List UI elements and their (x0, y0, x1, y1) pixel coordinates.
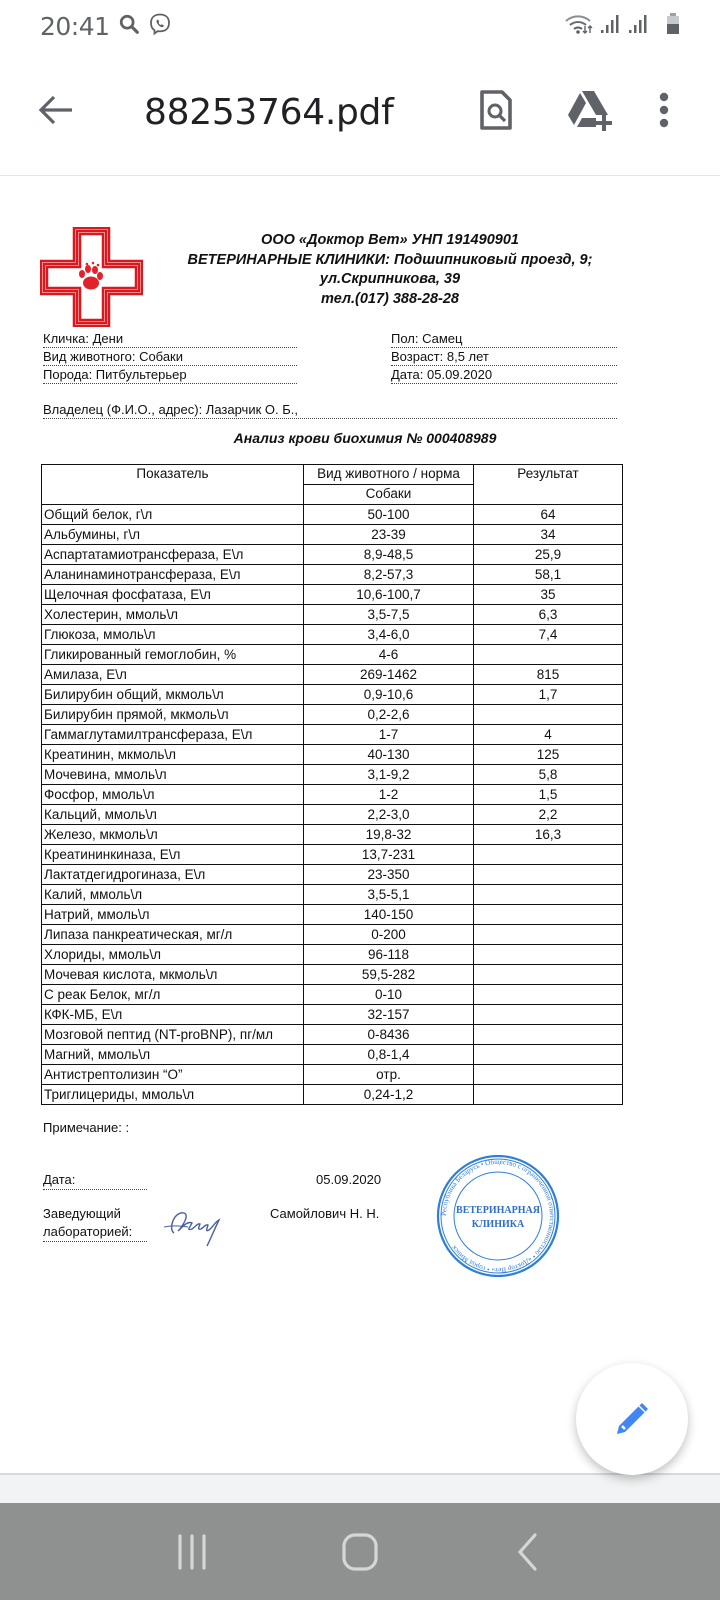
back-icon (515, 1532, 539, 1572)
indicator-cell: Мочевая кислота, мкмоль\л (42, 965, 304, 985)
recent-apps-icon (176, 1534, 210, 1570)
table-row (42, 865, 623, 885)
indicator-cell: Билирубин общий, мкмоль\л (42, 685, 304, 705)
result-cell (474, 845, 623, 865)
result-cell (474, 885, 623, 905)
norm-cell: 32-157 (304, 1005, 474, 1025)
indicator-cell: С реак Белок, мг/л (42, 985, 304, 1005)
stamp-text-2: КЛИНИКА (471, 1219, 525, 1230)
nav-back-button[interactable] (497, 1522, 557, 1582)
home-button[interactable] (330, 1522, 390, 1582)
lab-head-label-line2: лабораторией: (43, 1224, 133, 1239)
clinic-address-1: ВЕТЕРИНАРНЫЕ КЛИНИКИ: Подшипниковый проезд, 9; (187, 251, 593, 268)
stamp-text-1: ВЕТЕРИНАРНАЯ (456, 1205, 540, 1216)
clinic-phone: тел.(017) 388-28-28 (321, 290, 459, 307)
indicator-cell: Антистрептолизин “О” (42, 1065, 304, 1085)
result-cell (474, 905, 623, 925)
footer-date-label: Дата: (43, 1171, 147, 1190)
indicator-cell: Общий белок, г\л (42, 505, 304, 525)
clinic-name: ООО «Доктор Вет» УНП 191490901 (261, 232, 519, 248)
indicator-cell: Гаммаглутамилтрансфераза, Е\л (42, 725, 304, 745)
result-cell (474, 1065, 623, 1085)
norm-cell: 0-8436 (304, 1025, 474, 1045)
file-title: 88253764.pdf (144, 92, 394, 133)
svg-text:Республика Беларусь • Общество: Республика Беларусь • Общество с ограниченной ответственностью • «Доктор Вет» • город Минск (439, 1157, 557, 1275)
clinic-logo (40, 227, 143, 327)
indicator-cell: Кальций, ммоль\л (42, 805, 304, 825)
home-icon (340, 1532, 380, 1572)
indicator-cell: Аспартатамиотрансфераза, Е\л (42, 545, 304, 565)
battery-icon (666, 13, 680, 40)
header-norm: Вид животного / норма (304, 465, 474, 485)
result-cell: 1,5 (474, 785, 623, 805)
result-cell (474, 1005, 623, 1025)
table-row (42, 625, 623, 645)
table-row (42, 1085, 623, 1105)
find-in-document-icon (478, 88, 514, 132)
table-row (42, 1065, 623, 1085)
back-button[interactable] (36, 90, 76, 130)
indicator-cell: Амилаза, Е\л (42, 665, 304, 685)
result-cell (474, 645, 623, 665)
result-cell (474, 865, 623, 885)
clinic-stamp (435, 1155, 561, 1277)
header-norm-species: Собаки (304, 485, 474, 505)
result-cell: 7,4 (474, 625, 623, 645)
norm-cell: 3,4-6,0 (304, 625, 474, 645)
find-in-document-button[interactable] (472, 86, 520, 134)
indicator-cell: Аланинаминотрансфераза, Е\л (42, 565, 304, 585)
indicator-cell: Креатинин, мкмоль\л (42, 745, 304, 765)
result-cell: 125 (474, 745, 623, 765)
result-cell: 6,3 (474, 605, 623, 625)
norm-cell: 23-350 (304, 865, 474, 885)
status-bar (0, 0, 720, 52)
wifi-icon (564, 13, 594, 40)
indicator-cell: Гликированный гемоглобин, % (42, 645, 304, 665)
norm-cell: 0-10 (304, 985, 474, 1005)
table-row (42, 725, 623, 745)
analysis-date: Дата: 05.09.2020 (391, 366, 617, 384)
result-cell (474, 945, 623, 965)
table-row (42, 605, 623, 625)
table-row (42, 805, 623, 825)
table-row (42, 945, 623, 965)
norm-cell: 3,5-7,5 (304, 605, 474, 625)
result-cell: 64 (474, 505, 623, 525)
norm-cell: 13,7-231 (304, 845, 474, 865)
add-to-drive-icon (568, 89, 616, 131)
status-time: 20:41 (40, 11, 110, 41)
results-table (41, 464, 623, 1105)
app-bar (0, 52, 720, 176)
viber-icon (148, 12, 172, 41)
result-cell (474, 1045, 623, 1065)
signal-icon (600, 14, 622, 39)
table-row (42, 985, 623, 1005)
indicator-cell: Лактатдегидрогиназа, Е\л (42, 865, 304, 885)
table-row (42, 1025, 623, 1045)
table-row (42, 525, 623, 545)
patient-name: Кличка: Дени (43, 330, 297, 348)
table-row (42, 1005, 623, 1025)
result-cell (474, 1085, 623, 1105)
red-cross-paw-icon (40, 227, 143, 327)
result-cell: 2,2 (474, 805, 623, 825)
table-row (42, 505, 623, 525)
norm-cell: 50-100 (304, 505, 474, 525)
header-result: Результат (474, 465, 623, 505)
pdf-page (0, 177, 720, 1473)
indicator-cell: Креатининкиназа, Е\л (42, 845, 304, 865)
table-row (42, 965, 623, 985)
system-nav-bar (0, 1503, 720, 1600)
norm-cell: 96-118 (304, 945, 474, 965)
signal-icon (628, 14, 650, 39)
table-row (42, 545, 623, 565)
result-cell (474, 965, 623, 985)
result-cell: 5,8 (474, 765, 623, 785)
indicator-cell: Альбумины, г\л (42, 525, 304, 545)
indicator-cell: Калий, ммоль\л (42, 885, 304, 905)
norm-cell: 269-1462 (304, 665, 474, 685)
clinic-address-2: ул.Скрипникова, 39 (319, 271, 461, 287)
letterhead (150, 231, 630, 309)
patient-breed: Порода: Питбультерьер (43, 366, 297, 384)
table-row (42, 645, 623, 665)
lab-head-name: Самойлович Н. Н. (270, 1206, 380, 1221)
indicator-cell: Щелочная фосфатаза, Е\л (42, 585, 304, 605)
norm-cell: 19,8-32 (304, 825, 474, 845)
result-cell (474, 925, 623, 945)
table-row (42, 845, 623, 865)
norm-cell: 0,24-1,2 (304, 1085, 474, 1105)
norm-cell: 10,6-100,7 (304, 585, 474, 605)
indicator-cell: Мочевина, ммоль\л (42, 765, 304, 785)
table-row (42, 825, 623, 845)
edit-fab-button[interactable] (576, 1363, 688, 1475)
patient-species: Вид животного: Собаки (43, 348, 297, 366)
indicator-cell: Мозговой пептид (NT-proBNP), пг/мл (42, 1025, 304, 1045)
table-row (42, 925, 623, 945)
patient-sex: Пол: Самец (391, 330, 617, 348)
footer-date-value: 05.09.2020 (316, 1172, 382, 1187)
indicator-cell: Натрий, ммоль\л (42, 905, 304, 925)
result-cell: 815 (474, 665, 623, 685)
indicator-cell: КФК-МБ, Е\л (42, 1005, 304, 1025)
indicator-cell: Железо, мкмоль\л (42, 825, 304, 845)
analysis-title: Анализ крови биохимия № 000408989 (233, 430, 497, 446)
indicator-cell: Хлориды, ммоль\л (42, 945, 304, 965)
add-to-drive-button[interactable] (568, 86, 616, 134)
result-cell: 58,1 (474, 565, 623, 585)
indicator-cell: Липаза панкреатическая, мг/л (42, 925, 304, 945)
result-cell: 4 (474, 725, 623, 745)
result-cell (474, 1025, 623, 1045)
header-indicator: Показатель (42, 465, 304, 505)
norm-cell: 59,5-282 (304, 965, 474, 985)
table-row (42, 705, 623, 725)
table-row (42, 905, 623, 925)
table-row (42, 565, 623, 585)
table-row (42, 745, 623, 765)
indicator-cell: Магний, ммоль\л (42, 1045, 304, 1065)
result-cell: 16,3 (474, 825, 623, 845)
page-gap (0, 1473, 720, 1503)
indicator-cell: Билирубин прямой, мкмоль\л (42, 705, 304, 725)
result-cell: 1,7 (474, 685, 623, 705)
norm-cell: 0,8-1,4 (304, 1045, 474, 1065)
table-row (42, 1045, 623, 1065)
indicator-cell: Фосфор, ммоль\л (42, 785, 304, 805)
owner-info: Владелец (Ф.И.О., адрес): Лазарчик О. Б., (43, 401, 617, 419)
note-label: Примечание: : (43, 1120, 130, 1135)
lab-head-label-line1: Заведующий (43, 1206, 121, 1221)
table-row (42, 685, 623, 705)
norm-cell: 8,9-48,5 (304, 545, 474, 565)
norm-cell: 0,2-2,6 (304, 705, 474, 725)
arrow-left-icon (36, 90, 76, 130)
norm-cell: 140-150 (304, 905, 474, 925)
indicator-cell: Глюкоза, ммоль\л (42, 625, 304, 645)
norm-cell: 3,5-5,1 (304, 885, 474, 905)
recent-apps-button[interactable] (163, 1522, 223, 1582)
norm-cell: отр. (304, 1065, 474, 1085)
patient-age: Возраст: 8,5 лет (391, 348, 617, 366)
indicator-cell: Триглицериды, ммоль\л (42, 1085, 304, 1105)
more-vert-icon (658, 92, 670, 128)
table-row (42, 785, 623, 805)
norm-cell: 0-200 (304, 925, 474, 945)
result-cell: 35 (474, 585, 623, 605)
norm-cell: 1-7 (304, 725, 474, 745)
search-icon (118, 13, 140, 40)
norm-cell: 0,9-10,6 (304, 685, 474, 705)
handwritten-signature (160, 1197, 240, 1247)
result-cell: 34 (474, 525, 623, 545)
result-cell: 25,9 (474, 545, 623, 565)
norm-cell: 2,2-3,0 (304, 805, 474, 825)
norm-cell: 4-6 (304, 645, 474, 665)
table-row (42, 585, 623, 605)
norm-cell: 40-130 (304, 745, 474, 765)
result-cell (474, 705, 623, 725)
more-options-button[interactable] (652, 86, 676, 134)
table-row (42, 665, 623, 685)
result-cell (474, 985, 623, 1005)
norm-cell: 23-39 (304, 525, 474, 545)
norm-cell: 8,2-57,3 (304, 565, 474, 585)
table-row (42, 765, 623, 785)
norm-cell: 1-2 (304, 785, 474, 805)
pencil-edit-icon (612, 1399, 652, 1439)
indicator-cell: Холестерин, ммоль\л (42, 605, 304, 625)
lab-head-label (43, 1205, 147, 1242)
norm-cell: 3,1-9,2 (304, 765, 474, 785)
table-row (42, 885, 623, 905)
